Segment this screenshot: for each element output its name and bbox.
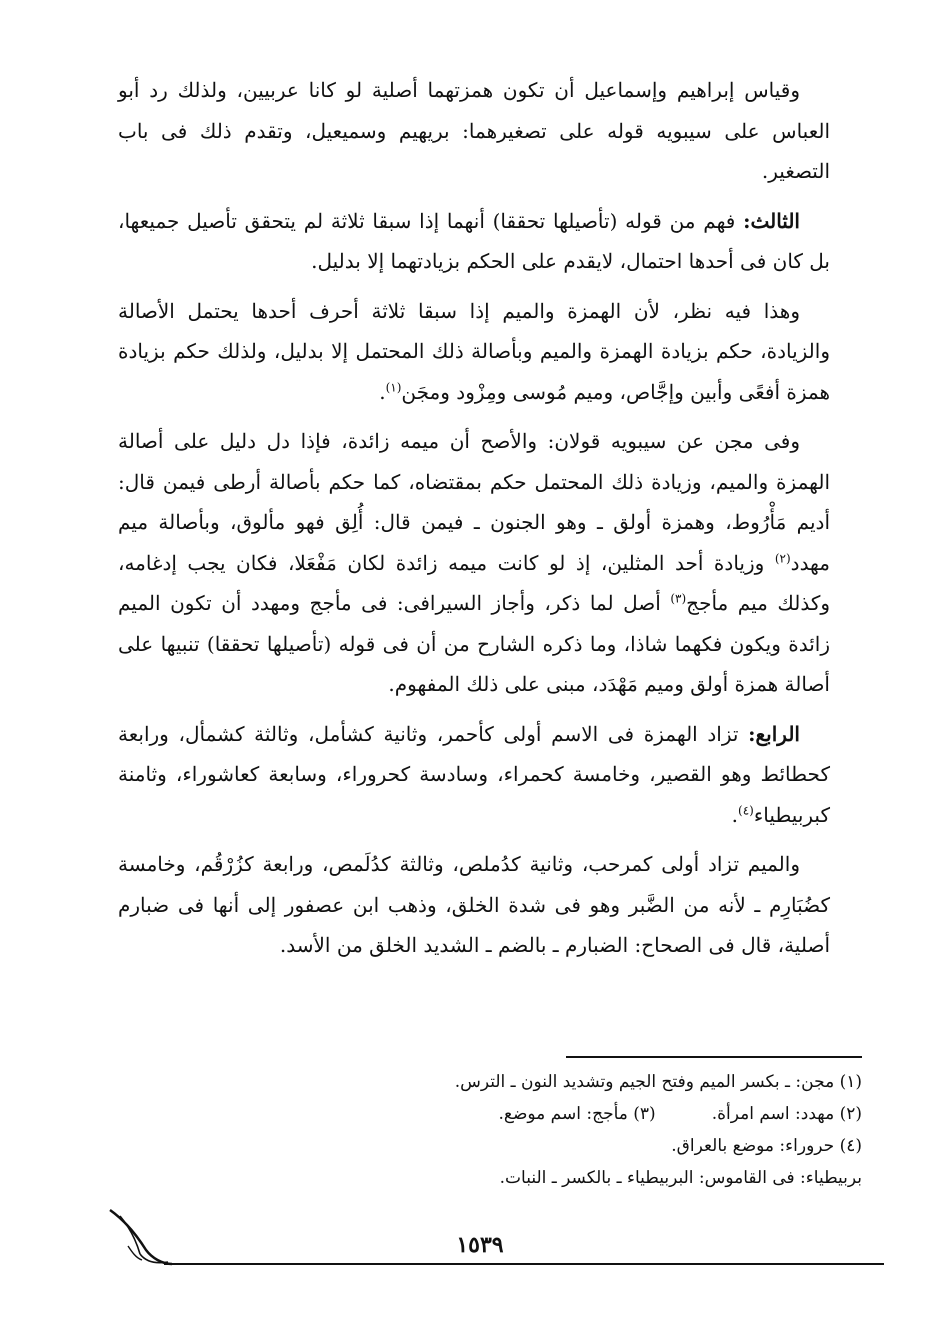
paragraph-2-lead: الثالث: (743, 208, 800, 233)
quill-ornament-icon (106, 1206, 174, 1268)
paragraph-5-text-end: . (731, 802, 739, 827)
main-text (118, 70, 830, 966)
footnote-separator (566, 1056, 862, 1058)
footnote-1: (١) مجن: ـ بكسر الميم وفتح الجيم وتشديد النون ـ الترس. (454, 1072, 862, 1092)
page-number: ١٥٣٩ (456, 1232, 504, 1258)
paragraph-5-text: تزاد الهمزة فى الاسم أولى كأحمر، وثانية كشأمل، وثالثة كشمأل، ورابعة كحطائط وهو القصير، وخامسة كحمراء، وسادسة كحروراء، وسابعة كعاشوراء، وثامنة كبربيطياء (118, 721, 830, 827)
paragraph-6-text: والميم تزاد أولى كمرحب، وثانية كدُملص، وثالثة كدُلَمص، ورابعة كزُرْقُم، وخامسة كضُبَارِم ـ لأنه من الضَّبر وهو فى شدة الخلق، وذهب ابن عصفور إلى أنها فى ضبارم أصلية، قال فى الصحاح: الضبارم ـ بالضم ـ الشديد الخلق من الأسد. (118, 852, 830, 957)
paragraph-5-lead: الرابع: (748, 721, 800, 746)
paragraph-3-text-end: . (379, 379, 386, 404)
paragraph-4 (118, 421, 830, 705)
paragraph-6 (118, 844, 830, 966)
paragraph-2 (118, 201, 830, 282)
paragraph-5 (118, 714, 830, 836)
paragraph-4-text-middle: وزيادة أحد المثلين، إذ لو كانت ميمه زائدة لكان مَفْعَلا، فكان يجب إدغامه، وكذلك ميم مأجج (118, 550, 830, 615)
paragraph-4-text-end: أصل لما ذكر، وأجاز السيرافى: فى مأجج ومهدد أن تكون الميم زائدة ويكون فكهما شاذا، وما ذكره الشارح من أن فى قوله (تأصيلها تحققا) تنبيها على أصالة همزة أولق وميم مَهْدَد، مبنى على ذلك المفهوم. (118, 591, 830, 696)
footnote-ref-2: (٢) (774, 550, 791, 565)
paragraph-3 (118, 291, 830, 413)
footnote-2-3 (330, 1098, 862, 1130)
paragraph-1 (118, 70, 830, 192)
footnotes (330, 1066, 862, 1194)
footnote-4: (٤) حروراء: موضع بالعراق. (671, 1136, 862, 1156)
footnote-ref-3: (٣) (670, 591, 687, 606)
footnote-ref-1: (١) (385, 379, 402, 394)
footnote-ref-4: (٤) (738, 802, 754, 817)
paragraph-1-text: وقياس إبراهيم وإسماعيل أن تكون همزتهما أصلية لو كانا عربيين، ولذلك رد أبو العباس على سيبويه قوله على تصغيرهما: بريهيم وسميعيل، وتقدم ذلك فى باب التصغير. (118, 78, 830, 183)
bottom-ornament-line (164, 1263, 884, 1265)
paragraph-3-text: وهذا فيه نظر، لأن الهمزة والميم إذا سبقا ثلاثة أحرف أحدها يحتمل الأصالة والزيادة، حكم بزيادة الهمزة والميم وبأصالة ذلك المحتمل إلا بدليل، ولذلك حكم بزيادة همزة أفعًى وأبين وإجَّاص، وميم مُوسى ومِزْود ومجَن (118, 298, 830, 404)
paragraph-2-text: فهم من قوله (تأصيلها تحققا) أنهما إذا سبقا ثلاثة لم يتحقق تأصيل جميعها، بل كان فى أحدها احتمال، لايقدم على الحكم بزيادتهما إلا بدليل. (118, 208, 830, 273)
footnote-2: (٢) مهدد: اسم امرأة. (711, 1104, 862, 1124)
footnote-3: (٣) مأجج: اسم موضع. (498, 1104, 656, 1124)
footnote-4-continued: بربيطياء: فى القاموس: البربيطياء ـ بالكسر ـ النبات. (499, 1168, 862, 1188)
paragraph-4-text: وفى مجن عن سيبويه قولان: والأصح أن ميمه زائدة، فإذا دل دليل على أصالة الهمزة والميم، وزيادة ذلك المحتمل حكم بمقتضاه، كما حكم بأصالة أرطى فيمن قال: أديم مَأْرُوط، وهمزة أولق ـ وهو الجنون ـ فيمن قال: أُلِق فهو مألوق، وبأصالة ميم مهدد (118, 429, 830, 575)
